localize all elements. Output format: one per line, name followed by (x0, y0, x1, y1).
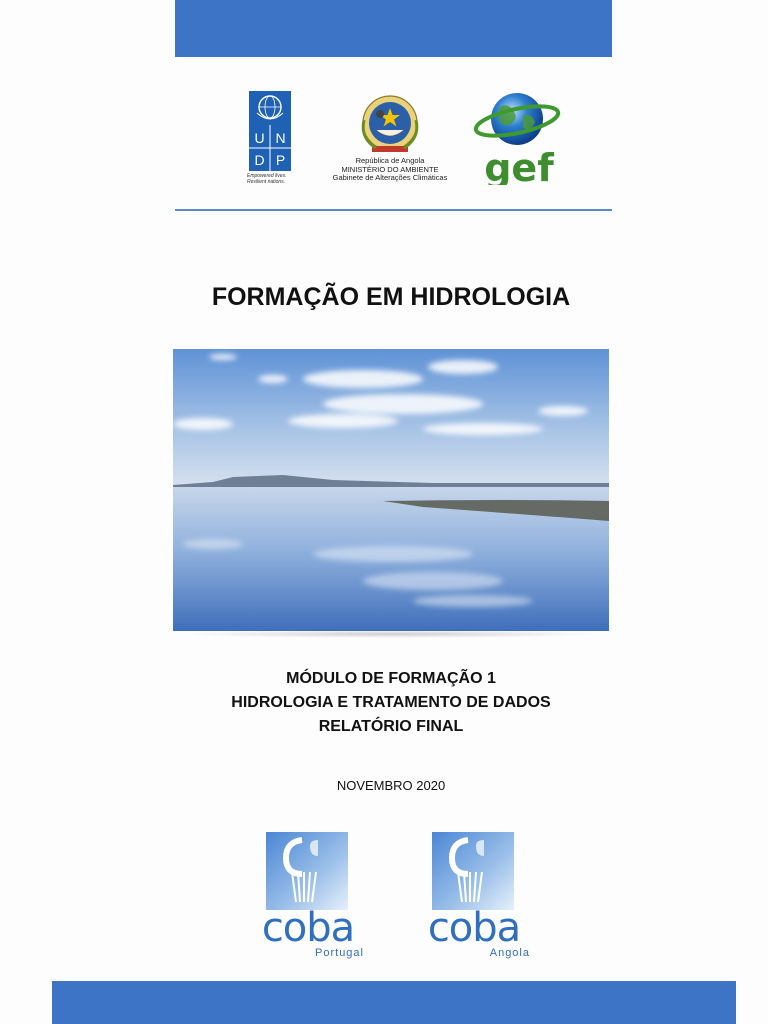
angola-line-republic: República de Angola (355, 156, 425, 165)
coba-emblem-icon (266, 832, 348, 910)
document-title: FORMAÇÃO EM HIDROLOGIA (211, 283, 571, 311)
gef-wordmark: gef (484, 146, 554, 185)
coba-country-label: Portugal (315, 947, 364, 959)
coba-country-label: Angola (489, 947, 530, 959)
undp-letter-d: D (254, 152, 265, 168)
report-type: RELATÓRIO FINAL (318, 718, 464, 735)
coba-emblem-icon (432, 832, 514, 910)
undp-letter-p: P (275, 152, 286, 168)
undp-emblem-icon (249, 91, 291, 171)
undp-letter-n: N (275, 130, 286, 146)
top-color-bar (175, 0, 612, 57)
bottom-color-bar (52, 981, 736, 1024)
cover-photo-lake (173, 349, 609, 631)
header-divider (175, 209, 612, 211)
undp-letter-u: U (254, 130, 265, 146)
module-heading (0, 667, 768, 739)
publication-date: NOVEMBRO 2020 (336, 778, 446, 793)
coba-wordmark: coba (427, 905, 521, 951)
module-subject: HIDROLOGIA E TRATAMENTO DE DADOS (231, 694, 551, 711)
angola-ministry-text (320, 157, 460, 183)
module-number: MÓDULO DE FORMAÇÃO 1 (286, 670, 496, 687)
undp-tagline-line1: Empowered lives. (247, 173, 287, 179)
gef-globe-icon (473, 90, 563, 185)
undp-logo (247, 91, 291, 185)
photo-shadow (180, 630, 602, 638)
gef-logo (473, 90, 563, 185)
angola-line-office: Gabinete de Alterações Climáticas (332, 173, 448, 182)
angola-coat-of-arms-icon (320, 90, 460, 156)
coba-angola-logo (416, 832, 536, 962)
angola-ministry-logo (320, 90, 460, 190)
angola-line-ministry: MINISTÉRIO DO AMBIENTE (341, 164, 439, 174)
coba-portugal-logo (250, 832, 370, 962)
lake-landscape-image (173, 349, 609, 631)
coba-wordmark: coba (261, 905, 355, 951)
undp-tagline-line2: Resilient nations. (247, 179, 286, 185)
undp-tagline (247, 173, 307, 185)
